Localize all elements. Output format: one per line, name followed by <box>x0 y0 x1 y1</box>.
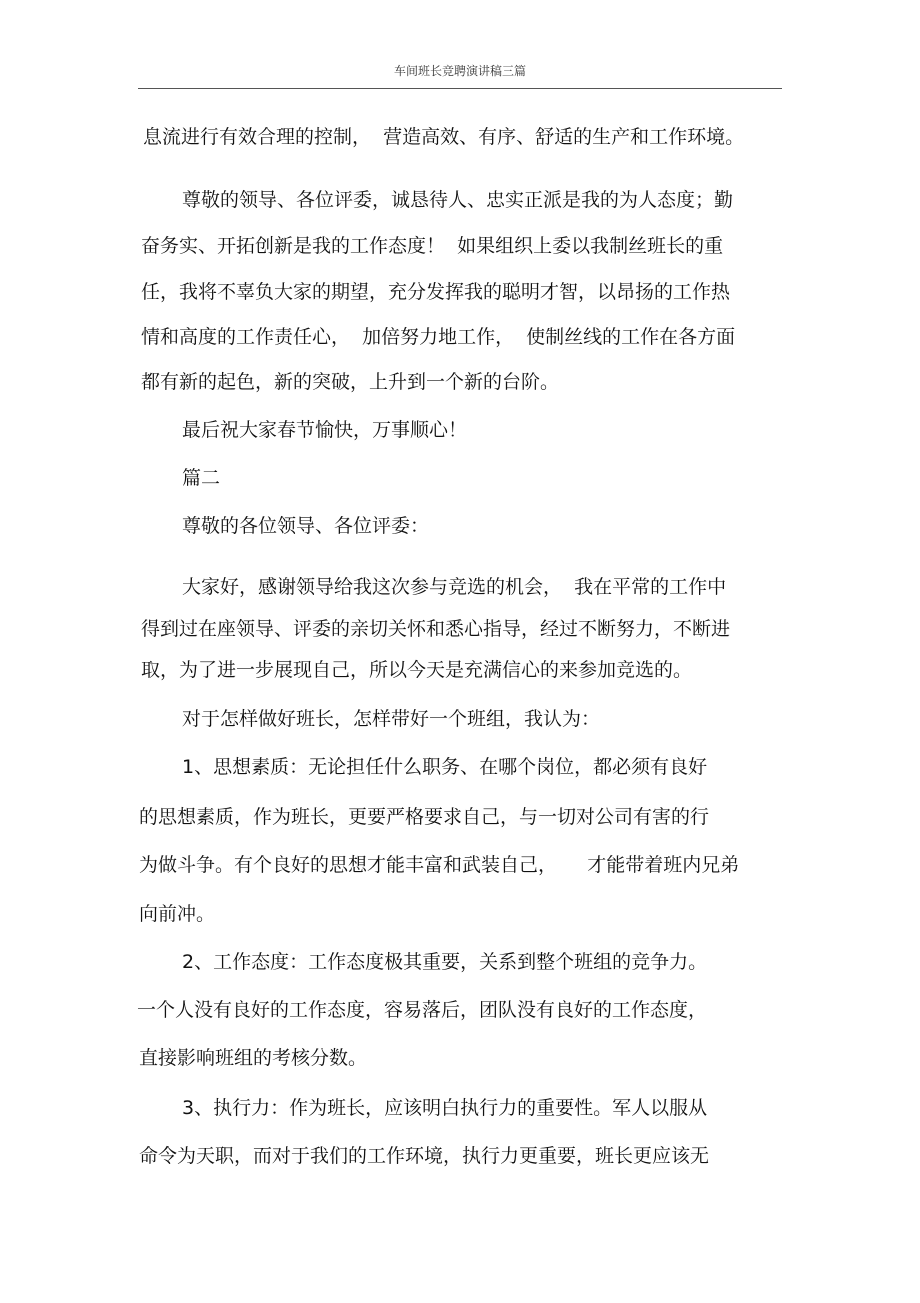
body-line: 直接影响班组的考核分数。 <box>139 1047 368 1069</box>
body-line: 得到过在座领导、评委的亲切关怀和悉心指导，经过不断努力，不断进 <box>141 618 731 640</box>
list-item: 2、工作态度：工作态度极其重要，关系到整个班组的竞争力。 <box>182 951 708 973</box>
section-heading: 篇二 <box>182 467 221 489</box>
body-line: 为做斗争。有个良好的思想才能丰富和武装自己， 才能带着班内兄弟 <box>139 854 740 876</box>
body-line: 对于怎样做好班长，怎样带好一个班组，我认为： <box>182 708 601 730</box>
body-line: 都有新的起色，新的突破，上升到一个新的台阶。 <box>141 371 560 393</box>
body-line: 情和高度的工作责任心， 加倍努力地工作， 使制丝线的工作在各方面 <box>141 326 736 348</box>
body-line: 尊敬的领导、各位评委，诚恳待人、忠实正派是我的为人态度；勤 <box>182 189 734 211</box>
body-line: 任，我将不辜负大家的期望，充分发挥我的聪明才智，以昂扬的工作热 <box>141 281 731 303</box>
body-line: 大家好，感谢领导给我这次参与竞选的机会， 我在平常的工作中 <box>182 576 727 598</box>
body-line: 最后祝大家春节愉快，万事顺心！ <box>182 419 468 441</box>
body-line: 取，为了进一步展现自己，所以今天是充满信心的来参加竞选的。 <box>141 659 693 681</box>
body-line: 一个人没有良好的工作态度，容易落后，团队没有良好的工作态度， <box>137 999 708 1021</box>
body-line: 向前冲。 <box>139 903 216 925</box>
page-header-title: 车间班长竞聘演讲稿三篇 <box>393 64 526 78</box>
header-divider <box>138 88 782 89</box>
list-item: 1、思想素质：无论担任什么职务、在哪个岗位，都必须有良好 <box>182 756 708 778</box>
body-line: 奋务实、开拓创新是我的工作态度！ 如果组织上委以我制丝班长的重 <box>141 235 724 257</box>
salutation: 尊敬的各位领导、各位评委： <box>182 515 430 537</box>
body-line: 息流进行有效合理的控制， 营造高效、有序、舒适的生产和工作环境。 <box>143 126 745 148</box>
list-item: 3、执行力：作为班长，应该明白执行力的重要性。军人以服从 <box>182 1097 708 1119</box>
body-line: 的思想素质，作为班长，更要严格要求自己，与一切对公司有害的行 <box>139 806 710 828</box>
body-line: 命令为天职，而对于我们的工作环境，执行力更重要，班长更应该无 <box>139 1145 710 1167</box>
